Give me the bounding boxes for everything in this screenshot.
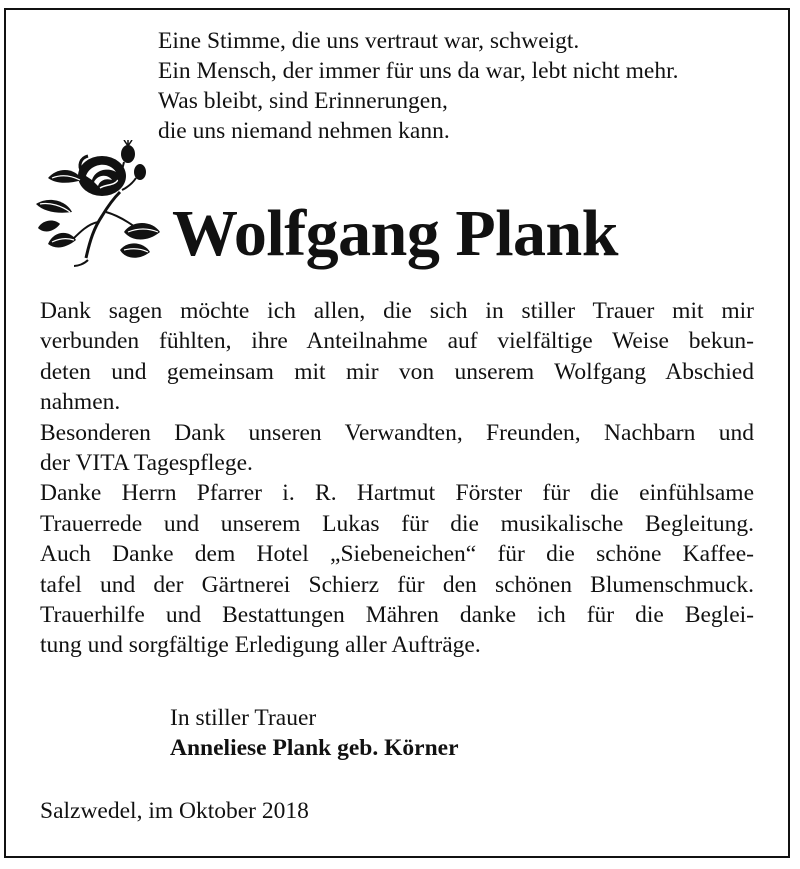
body-line: Besonderen Dank unseren Verwandten, Freunden, Nachbarn und <box>40 419 754 446</box>
body-line: tafel und der Gärtnerei Schierz für den schönen Blumenschmuck. <box>40 571 754 598</box>
body-line: deten und gemeinsam mit mir von unserem Wolfgang Abschied <box>40 358 754 385</box>
body-line: der VITA Tagespflege. <box>40 450 253 477</box>
body-line: Auch Danke dem Hotel „Siebeneichen“ für die schöne Kaffee- <box>40 541 754 568</box>
poem-line: Was bleibt, sind Erinnerungen, <box>158 88 448 114</box>
body-line: tung und sorgfältige Erledigung aller Aufträge. <box>40 632 481 659</box>
thank-you-text <box>40 296 754 661</box>
body-line: Trauerhilfe und Bestattungen Mähren danke ich für die Beglei- <box>40 602 754 629</box>
body-line: nahmen. <box>40 389 121 416</box>
body-line: verbunden fühlten, ihre Anteilnahme auf vielfältige Weise bekun- <box>40 328 754 355</box>
poem-line: die uns niemand nehmen kann. <box>158 118 450 144</box>
poem-line: Eine Stimme, die uns vertraut war, schweigt. <box>158 28 580 54</box>
place-date: Salzwedel, im Oktober 2018 <box>40 798 309 824</box>
rose-icon <box>28 140 164 268</box>
memorial-poem <box>158 26 679 146</box>
deceased-name: Wolfgang Plank <box>172 197 618 270</box>
poem-line: Ein Mensch, der immer für uns da war, lebt nicht mehr. <box>158 58 679 84</box>
signer-name: Anneliese Plank geb. Körner <box>170 735 459 761</box>
body-line: Trauerrede und unserem Lukas für die musikalische Begleitung. <box>40 510 754 537</box>
body-line: Danke Herrn Pfarrer i. R. Hartmut Förster für die einfühlsame <box>40 480 754 507</box>
closing-block <box>170 703 459 763</box>
body-line: Dank sagen möchte ich allen, die sich in stiller Trauer mit mir <box>40 298 754 324</box>
closing-phrase: In stiller Trauer <box>170 705 317 731</box>
